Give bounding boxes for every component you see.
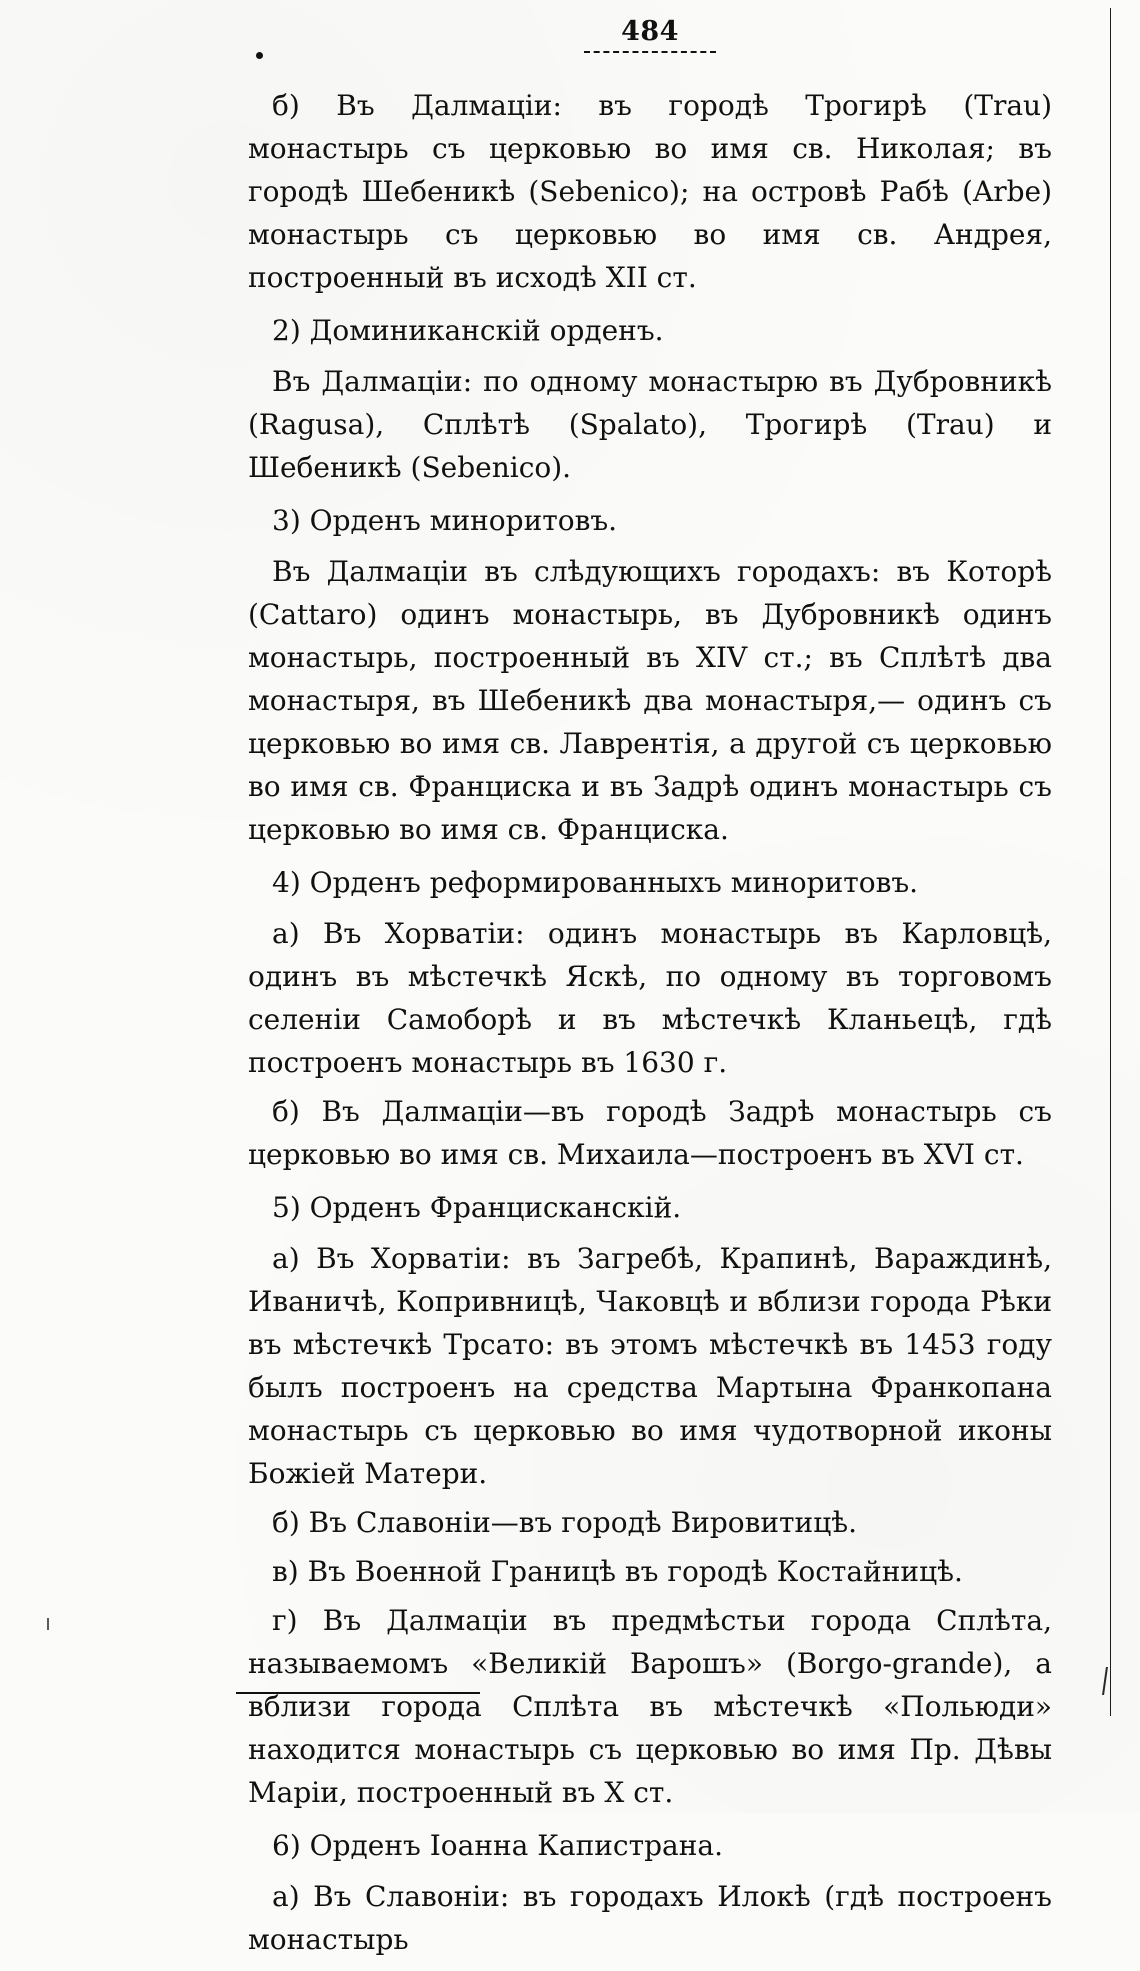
heading-minorites-order: 3) Орденъ миноритовъ.: [272, 504, 618, 537]
heading-reformed-minorites: 4) Орденъ реформированныхъ миноритовъ.: [272, 866, 919, 899]
heading-franciscan-order: 5) Орденъ Францисканскій.: [272, 1191, 682, 1224]
paragraph-capistrano-slavonia: а) Въ Славоніи: въ городахъ Илокѣ (гдѣ построенъ монастырь: [248, 1880, 1052, 1956]
heading-capistrano-order: 6) Орденъ Іоанна Капистрана.: [272, 1829, 723, 1862]
paragraph-dominican-dalmatia: Въ Далмаціи: по одному монастырю въ Дубровникѣ (Ragusa), Сплѣтѣ (Spalato), Трогирѣ (Trau) и Шебеникѣ (Sebenico).: [248, 365, 1052, 484]
page-header: [580, 18, 720, 53]
left-edge-mark: [47, 1618, 49, 1630]
margin-dot: [256, 52, 263, 59]
paragraph-franciscan-slavonia: б) Въ Славоніи—въ городѣ Вировитицѣ.: [272, 1506, 857, 1539]
paragraph-dalmatia-trau: б) Въ Далмаціи: въ городѣ Трогирѣ (Trau) монастырь съ церковью во имя св. Николая; въ городѣ Шебеникѣ (Sebenico); на островѣ Рабѣ (Arbe) монастырь съ церковью во имя св. Андрея, построенный въ исходѣ XII ст.: [248, 89, 1052, 294]
right-edge-mark: [1092, 1667, 1108, 1695]
page-content: [248, 84, 1052, 1971]
paragraph-reformed-croatia: а) Въ Хорватіи: одинъ монастырь въ Карловцѣ, одинъ въ мѣстечкѣ Яскѣ, по одному въ торговомъ селеніи Самоборѣ и въ мѣстечкѣ Кланьецѣ, гдѣ построенъ монастырь въ 1630 г.: [248, 917, 1052, 1079]
paragraph-franciscan-croatia: а) Въ Хорватіи: въ Загребѣ, Крапинѣ, Вараждинѣ, Иваничѣ, Копривницѣ, Чаковцѣ и вблизи города Рѣки въ мѣстечкѣ Трсато: въ этомъ мѣстечкѣ въ 1453 году былъ построенъ на средства Мартына Франкопана монастырь съ церковью во имя чудотворной иконы Божіей Матери.: [248, 1242, 1052, 1490]
header-rule: [584, 51, 716, 53]
page-number: 484: [621, 16, 679, 47]
paragraph-military-frontier: в) Въ Военной Границѣ въ городѣ Костайницѣ.: [272, 1555, 963, 1588]
paragraph-reformed-dalmatia: б) Въ Далмаціи—въ городѣ Задрѣ монастырь съ церковью во имя св. Михаила—построенъ въ XVI ст.: [248, 1095, 1052, 1171]
heading-dominican-order: 2) Доминиканскій орденъ.: [272, 314, 664, 347]
right-margin-line: [1110, 8, 1111, 1716]
paragraph-franciscan-dalmatia: г) Въ Далмаціи въ предмѣстьи города Сплѣта, называемомъ «Великій Варошъ» (Borgo-grande), а вблизи города Сплѣта въ мѣстечкѣ «Польюди» находится монастырь съ церковью во имя Пр. Дѣвы Маріи, построенный въ X ст.: [248, 1604, 1052, 1809]
paragraph-minorites-dalmatia: Въ Далмаціи въ слѣдующихъ городахъ: въ Которѣ (Cattaro) одинъ монастырь, въ Дубровникѣ одинъ монастырь, построенный въ XIV ст.; въ Сплѣтѣ два монастыря, въ Шебеникѣ два монастыря,— одинъ съ церковью во имя св. Лаврентія, а другой съ церковью во имя св. Франциска и въ Задрѣ одинъ монастырь съ церковью во имя св. Франциска.: [248, 555, 1052, 846]
